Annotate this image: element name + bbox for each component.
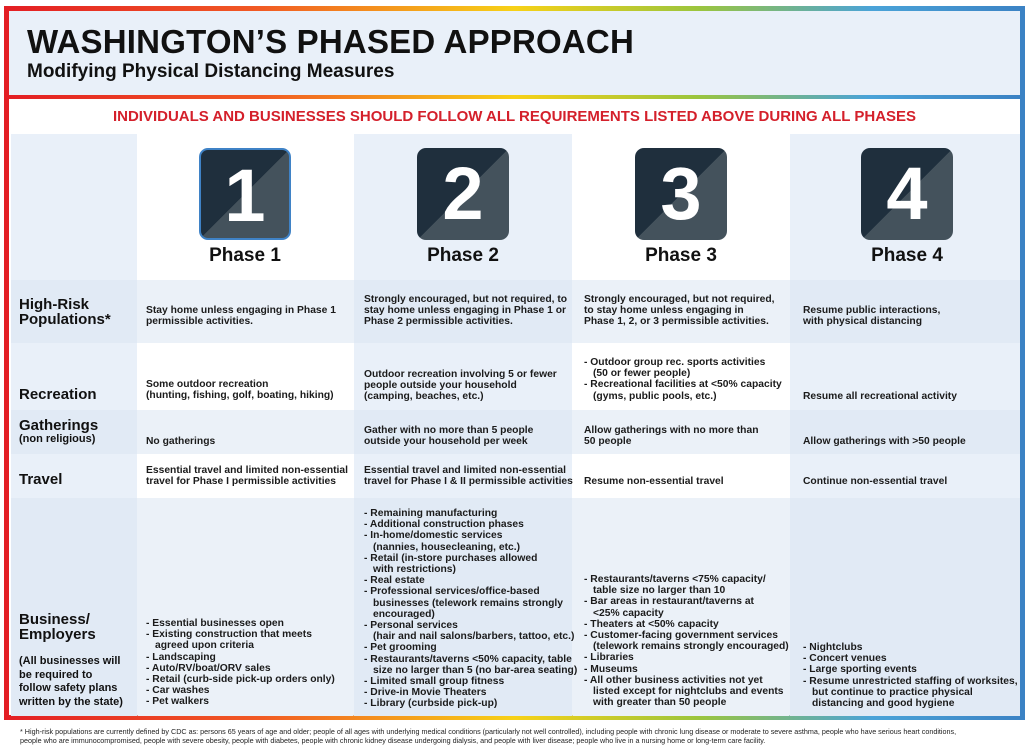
phase-1-title: Phase 1 — [209, 245, 281, 266]
header — [9, 11, 1020, 95]
cell-line: Strongly encouraged, but not required, to — [364, 294, 568, 305]
list-item: - Museums — [584, 663, 638, 675]
business-note-line: written by the state) — [19, 695, 123, 708]
phase-1-badge — [199, 148, 291, 240]
list-item: businesses (telework remains strongly — [373, 597, 563, 609]
list-item: (nannies, housecleaning, etc.) — [373, 541, 521, 553]
high-risk-phase-2 — [364, 294, 567, 328]
list-item: - Resume unrestricted staffing of worksites, — [803, 675, 1018, 687]
business-phase-3 — [584, 574, 789, 708]
list-item: - Bar areas in restaurant/taverns at — [584, 596, 754, 608]
cell-line: - Outdoor group rec. sports activities — [584, 357, 766, 368]
phase-4-title: Phase 4 — [871, 245, 943, 266]
header-divider — [9, 95, 1020, 99]
list-item: - Large sporting events — [803, 664, 917, 676]
cell-line: to stay home unless engaging in — [584, 305, 744, 317]
phase-2-title: Phase 2 — [427, 245, 499, 266]
business-label-line2: Employers — [19, 626, 96, 643]
cell-line: permissible activities. — [146, 316, 254, 328]
cell-line: travel for Phase I permissible activities — [146, 476, 337, 488]
cell-line: Resume non-essential travel — [584, 476, 724, 487]
cell-line: Phase 1, 2, or 3 permissible activities. — [584, 316, 769, 328]
cell-line: Continue non-essential travel — [803, 476, 948, 487]
list-item: size no larger than 5 (no bar-area seating) — [373, 664, 578, 676]
phase-1-number: 1 — [224, 154, 266, 237]
page-subtitle: Modifying Physical Distancing Measures — [27, 61, 395, 82]
list-item: - Landscaping — [146, 651, 216, 663]
list-item: - Library (curbside pick-up) — [364, 698, 498, 710]
cell-line: Stay home unless engaging in Phase 1 — [146, 305, 336, 316]
frame-right-edge — [1020, 6, 1025, 720]
travel-label: Travel — [19, 471, 63, 488]
high-risk-label-line1: High-Risk — [19, 296, 90, 313]
business-label-line1: Business/ — [19, 611, 90, 628]
page-title: WASHINGTON’S PHASED APPROACH — [27, 23, 634, 60]
cell-line: Essential travel and limited non-essential — [146, 465, 348, 476]
cell-line: Strongly encouraged, but not required, — [584, 294, 775, 305]
list-item: - Remaining manufacturing — [364, 508, 498, 519]
cell-line: outside your household per week — [364, 436, 528, 448]
list-item: - Limited small group fitness — [364, 676, 505, 688]
gatherings-phase-1 — [146, 436, 215, 447]
cell-line: Outdoor recreation involving 5 or fewer — [364, 369, 557, 380]
business-phase-1 — [146, 618, 335, 708]
list-item: but continue to practice physical — [812, 686, 973, 698]
list-item: <25% capacity — [593, 607, 664, 619]
gatherings-phase-2 — [364, 425, 533, 447]
business-note-line: follow safety plans — [19, 682, 118, 695]
list-item: - In-home/domestic services — [364, 530, 503, 542]
business-phase-4 — [803, 642, 1018, 709]
cell-line: (camping, beaches, etc.) — [364, 391, 484, 403]
recreation-phase-1 — [146, 379, 334, 401]
list-item: - Auto/RV/boat/ORV sales — [146, 662, 271, 674]
list-item: - Concert venues — [803, 653, 887, 665]
cell-line: Essential travel and limited non-essential — [364, 465, 566, 476]
cell-line: Resume all recreational activity — [803, 391, 957, 402]
cell-line: with physical distancing — [803, 316, 923, 328]
list-item: with greater than 50 people — [593, 697, 727, 709]
phase-3-title: Phase 3 — [645, 245, 717, 266]
list-item: (hair and nail salons/barbers, tattoo, etc.) — [373, 631, 575, 643]
cell-line: travel for Phase I & II permissible activities — [364, 476, 573, 488]
phase-2-badge — [417, 148, 509, 240]
list-item: encouraged) — [373, 608, 435, 620]
list-item: table size no larger than 10 — [593, 585, 726, 597]
cell-line: No gatherings — [146, 436, 216, 447]
cell-line: stay home unless engaging in Phase 1 or — [364, 305, 566, 317]
gatherings-phase-3 — [584, 425, 758, 447]
list-item: - Real estate — [364, 575, 425, 587]
travel-phase-1 — [146, 465, 348, 487]
list-item: - Theaters at <50% capacity — [584, 618, 719, 630]
gatherings-phase-4 — [803, 436, 966, 447]
phase-2-number: 2 — [442, 152, 484, 235]
list-item: - Retail (curb-side pick-up orders only) — [146, 674, 335, 686]
gatherings-label: Gatherings — [19, 417, 99, 434]
list-item: - Customer-facing government services — [584, 630, 778, 642]
high-risk-label — [19, 297, 111, 327]
cell-line: 50 people — [584, 436, 632, 448]
phase-4-badge — [861, 148, 953, 240]
list-item: - Additional construction phases — [364, 519, 524, 531]
recreation-label: Recreation — [19, 386, 97, 403]
footnote-line: people who are immunocompromised, people with severe obesity, people with diabetes, people with chronic kidney disease undergoing dialysis, and people with liver disease; people who live in a nursing home or long-term care facility. — [20, 736, 766, 745]
list-item: listed except for nightclubs and events — [593, 686, 784, 698]
travel-phase-3 — [584, 476, 724, 487]
recreation-phase-3 — [584, 357, 782, 402]
list-item: - Restaurants/taverns <50% capacity, table — [364, 653, 572, 665]
list-item: - Retail (in-store purchases allowed — [364, 552, 538, 564]
business-phase-2 — [364, 508, 577, 710]
list-item: with restrictions) — [373, 564, 456, 576]
cell-line: - Recreational facilities at <50% capacity — [584, 379, 782, 391]
cell-line: Allow gatherings with >50 people — [803, 436, 966, 447]
cell-line: (hunting, fishing, golf, boating, hiking) — [146, 390, 334, 402]
high-risk-phase-1 — [146, 305, 336, 327]
high-risk-label-line2: Populations* — [19, 311, 111, 328]
list-item: - Restaurants/taverns <75% capacity/ — [584, 574, 766, 585]
cell-line: Some outdoor recreation — [146, 379, 269, 390]
business-label — [19, 612, 96, 642]
list-item: - Libraries — [584, 652, 634, 664]
list-item: agreed upon criteria — [155, 640, 254, 652]
phase-3-badge — [635, 148, 727, 240]
travel-phase-4 — [803, 476, 947, 487]
cell-line: Resume public interactions, — [803, 305, 941, 316]
list-item: - Essential businesses open — [146, 618, 284, 629]
list-item: - Car washes — [146, 685, 210, 697]
list-item: distancing and good hygiene — [812, 698, 955, 710]
phase-3-number: 3 — [660, 152, 702, 235]
gatherings-sublabel: (non religious) — [19, 433, 96, 445]
phase-4-number: 4 — [886, 152, 928, 235]
notice-banner: INDIVIDUALS AND BUSINESSES SHOULD FOLLOW ALL REQUIREMENTS LISTED ABOVE DURING ALL PHASES — [112, 108, 917, 125]
list-item: - Professional services/office-based — [364, 586, 540, 598]
list-item: - All other business activities not yet — [584, 674, 763, 686]
list-item: - Nightclubs — [803, 642, 863, 653]
cell-line: (50 or fewer people) — [593, 368, 691, 380]
footnote-line: * High-risk populations are currently defined by CDC as: persons 65 years of age and older; people of all ages with underlying medical conditions (particularly not well controlled), including people with chronic lung disease or moderate to severe asthma, people who have serious heart conditions, — [20, 727, 957, 736]
list-item: - Pet grooming — [364, 642, 437, 654]
high-risk-phase-3 — [584, 294, 775, 328]
high-risk-phase-4 — [803, 305, 940, 327]
list-item: - Pet walkers — [146, 696, 209, 708]
list-item: - Personal services — [364, 620, 458, 632]
recreation-phase-4 — [803, 391, 957, 402]
cell-line: Phase 2 permissible activities. — [364, 316, 513, 328]
cell-line: (gyms, public pools, etc.) — [593, 390, 717, 402]
business-note-line: be required to — [19, 668, 93, 681]
list-item: (telework remains strongly encouraged) — [593, 641, 789, 653]
business-note — [19, 655, 123, 709]
cell-line: Gather with no more than 5 people — [364, 425, 534, 436]
list-item: - Existing construction that meets — [146, 629, 312, 641]
footnote — [20, 727, 956, 745]
cell-line: people outside your household — [364, 380, 517, 392]
recreation-phase-2 — [364, 369, 557, 403]
business-note-line: (All businesses will — [19, 655, 121, 667]
travel-phase-2 — [364, 465, 573, 487]
cell-line: Allow gatherings with no more than — [584, 425, 759, 436]
list-item: - Drive-in Movie Theaters — [364, 687, 487, 699]
